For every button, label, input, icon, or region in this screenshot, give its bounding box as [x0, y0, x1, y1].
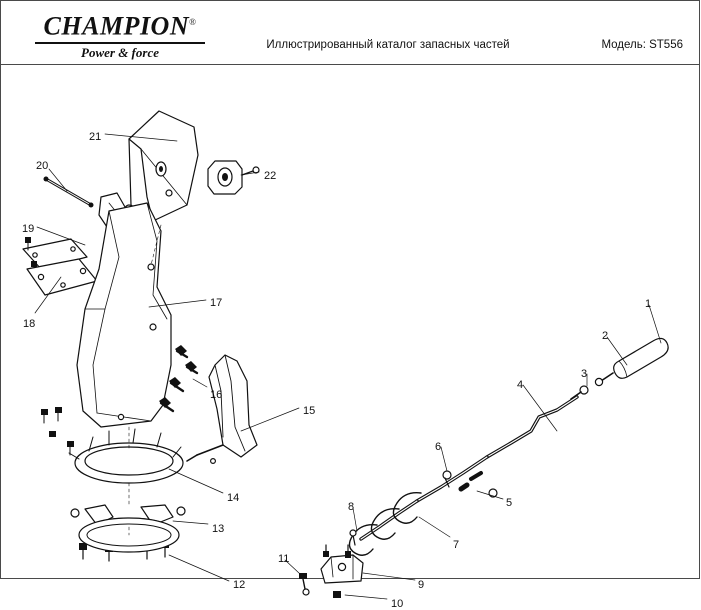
callout-15: 15 [303, 405, 315, 417]
callout-8: 8 [348, 501, 354, 513]
callout-22: 22 [264, 170, 276, 182]
callout-7: 7 [453, 539, 459, 551]
callout-17: 17 [210, 297, 222, 309]
callout-13: 13 [212, 523, 224, 535]
callout-11: 11 [278, 553, 289, 565]
page-title: Иллюстрированный каталог запасных частей [223, 39, 553, 51]
exploded-parts-diagram [1, 65, 701, 579]
model-label: Модель: ST556 [601, 39, 683, 51]
brand-logo [25, 9, 215, 57]
brand-name [25, 9, 215, 40]
callout-1: 1 [645, 298, 651, 310]
callout-20: 20 [36, 160, 48, 172]
callout-4: 4 [517, 379, 523, 391]
callout-14: 14 [227, 492, 239, 504]
brand-name-text: CHAMPION [44, 12, 190, 41]
callout-18: 18 [23, 318, 35, 330]
callout-16: 16 [210, 389, 222, 401]
callout-2: 2 [602, 330, 608, 342]
registered-trademark-icon: ® [189, 17, 196, 27]
callout-5: 5 [506, 497, 512, 509]
callout-9: 9 [418, 579, 424, 591]
brand-tagline: Power & force [25, 46, 215, 60]
logo-divider [35, 42, 205, 44]
callout-6: 6 [435, 441, 441, 453]
callout-10: 10 [391, 598, 403, 610]
callout-19: 19 [22, 223, 34, 235]
callout-3: 3 [581, 368, 587, 380]
callout-21: 21 [89, 131, 101, 143]
page-header [1, 1, 699, 65]
callout-12: 12 [233, 579, 245, 591]
